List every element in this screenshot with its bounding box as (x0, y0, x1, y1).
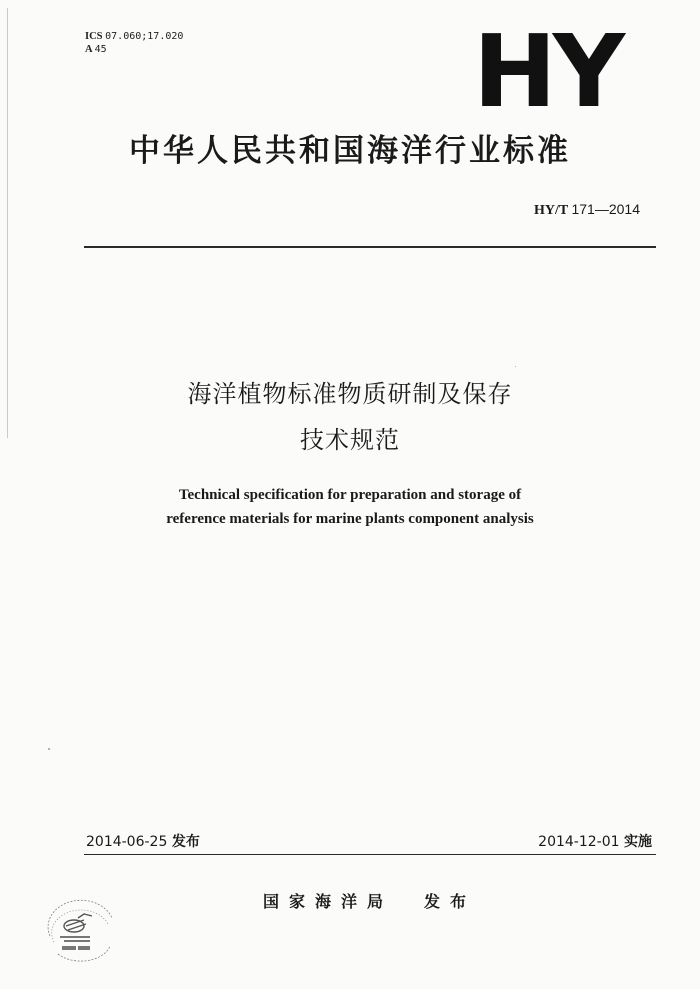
implementation-date (538, 831, 652, 851)
issue-date-value: 2014-06-25 (86, 834, 168, 850)
scan-speck (48, 748, 50, 750)
standard-category-title: 中华人民共和国海洋行业标准 (129, 133, 571, 169)
hy-logo: HY (473, 13, 622, 130)
chinese-title-line-1: 海洋植物标准物质研制及保存 (187, 380, 513, 408)
standard-number-value: 171—2014 (571, 201, 640, 217)
scan-edge-line (7, 8, 8, 438)
top-divider (84, 246, 656, 248)
ics-label: ICS (85, 31, 103, 42)
impl-date-suffix: 实施 (624, 834, 652, 850)
scan-speck (515, 366, 516, 367)
class-label: A (85, 44, 93, 55)
bottom-divider (84, 854, 656, 855)
issuing-authority: 国家海洋局 (263, 892, 394, 911)
english-title-line-1: Technical specification for preparation and storage of (178, 487, 522, 503)
impl-date-value: 2014-12-01 (538, 834, 620, 850)
classification-code (85, 43, 107, 56)
class-value: 45 (94, 44, 107, 55)
issue-date-suffix: 发布 (171, 834, 200, 850)
standard-number (534, 201, 640, 219)
ics-code (85, 30, 183, 43)
standard-number-prefix: HY/T (534, 203, 568, 218)
circular-seal-stamp (38, 896, 124, 966)
issue-date (86, 831, 200, 851)
english-title-line-2: reference materials for marine plants component analysis (166, 511, 534, 527)
chinese-title-line-2: 技术规范 (300, 426, 400, 454)
issue-label: 发布 (424, 892, 477, 911)
ics-value: 07.060;17.020 (105, 31, 184, 42)
